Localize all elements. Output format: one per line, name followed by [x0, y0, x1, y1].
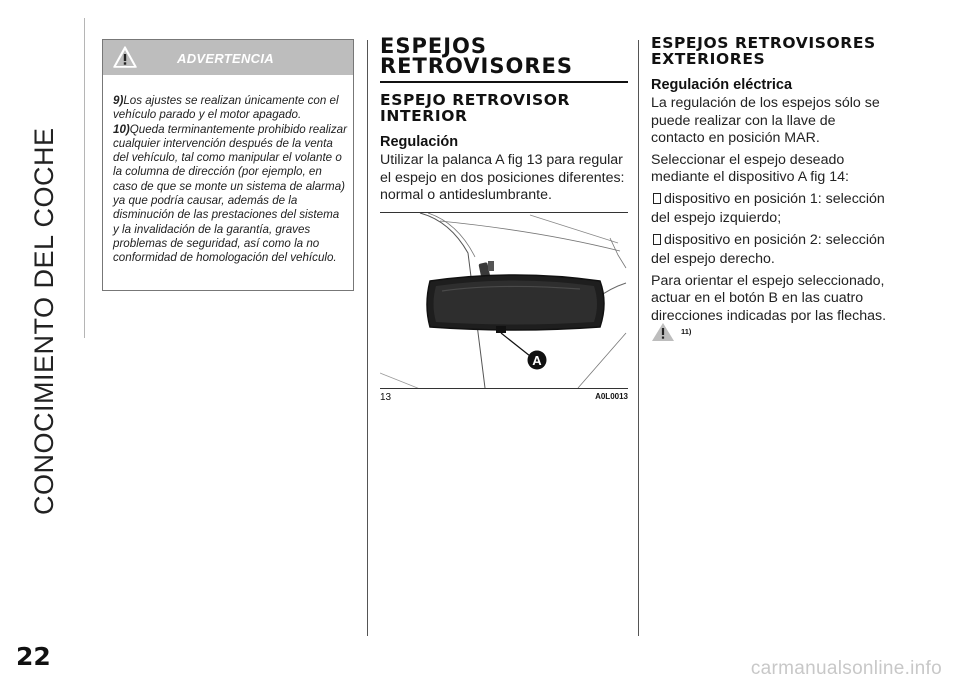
- warning-note-reference: [651, 322, 692, 347]
- column-divider: [367, 40, 368, 636]
- warning-text: Queda terminantemente prohibido realizar cualquier intervención después de la venta del vehículo, tal como manipular el volante o la columna de dirección (por ejemplo, en caso de que se monte un sistema de alarma) ya que podría causar, además de la disminución de las prestaciones del sistema y la invalidación de la garantía, graves problemas de seguridad, así como la no conformidad de homologación del vehículo.: [113, 122, 347, 265]
- column-divider: [638, 40, 639, 636]
- figure-number: 13: [380, 392, 392, 403]
- figure-label-a: A: [532, 353, 542, 368]
- body-paragraph: Utilizar la palanca A fig 13 para regular el espejo en dos posiciones diferentes: normal o antideslumbrante.: [380, 152, 625, 203]
- warning-text: Los ajustes se realizan únicamente con el vehículo parado y el motor apagado.: [113, 94, 339, 122]
- body-paragraph: Para orientar el espejo seleccionado, actuar en el botón B en las cuatro direcciones indicadas por las flechas.: [651, 272, 887, 324]
- section-heading: ESPEJOS RETROVISORES EXTERIORES: [651, 34, 876, 68]
- figure-bottom-rule: [380, 388, 628, 389]
- note-ref: 11): [681, 327, 692, 336]
- figure-code: A0L0013: [595, 392, 628, 401]
- warning-item: [113, 94, 347, 123]
- warning-triangle-icon: [651, 322, 675, 342]
- warning-box: [102, 39, 354, 291]
- interior-mirror-section: [380, 36, 628, 205]
- heading-rule: [380, 81, 628, 83]
- checkbox-bullet-icon: [653, 234, 661, 245]
- rearview-mirror-illustration: [380, 213, 628, 389]
- warning-triangle-icon: [113, 45, 137, 74]
- chapter-title: CONOCIMIENTO DEL COCHE: [29, 127, 59, 515]
- checkbox-bullet-icon: [653, 193, 661, 204]
- list-item: [651, 190, 891, 228]
- list-item-text: dispositivo en posición 1: selección del espejo izquierdo;: [651, 190, 885, 226]
- warning-item: [113, 123, 347, 266]
- body-paragraph: La regulación de los espejos sólo se puede realizar con la llave de contacto en posición MAR.: [651, 95, 880, 146]
- warning-header: [103, 40, 353, 75]
- subsection-heading: ESPEJO RETROVISOR INTERIOR: [380, 91, 571, 125]
- exterior-mirror-section: [651, 36, 891, 325]
- warning-ref: 9): [113, 94, 124, 107]
- page-number: 22: [16, 642, 51, 671]
- list-item-text: dispositivo en posición 2: selección del espejo derecho.: [651, 231, 885, 267]
- chapter-rule: [84, 18, 85, 338]
- body-paragraph: Seleccionar el espejo deseado mediante el dispositivo A fig 14:: [651, 151, 849, 185]
- figure-13: [380, 212, 628, 402]
- regulation-heading: Regulación: [380, 134, 459, 150]
- watermark: carmanualsonline.info: [750, 658, 942, 679]
- warning-body: [103, 75, 353, 266]
- list-item: [651, 231, 891, 269]
- warning-ref: 10): [113, 122, 130, 136]
- electric-regulation-heading: Regulación eléctrica: [651, 77, 793, 93]
- section-heading: ESPEJOS RETROVISORES: [380, 34, 573, 78]
- warning-title: ADVERTENCIA: [177, 51, 274, 66]
